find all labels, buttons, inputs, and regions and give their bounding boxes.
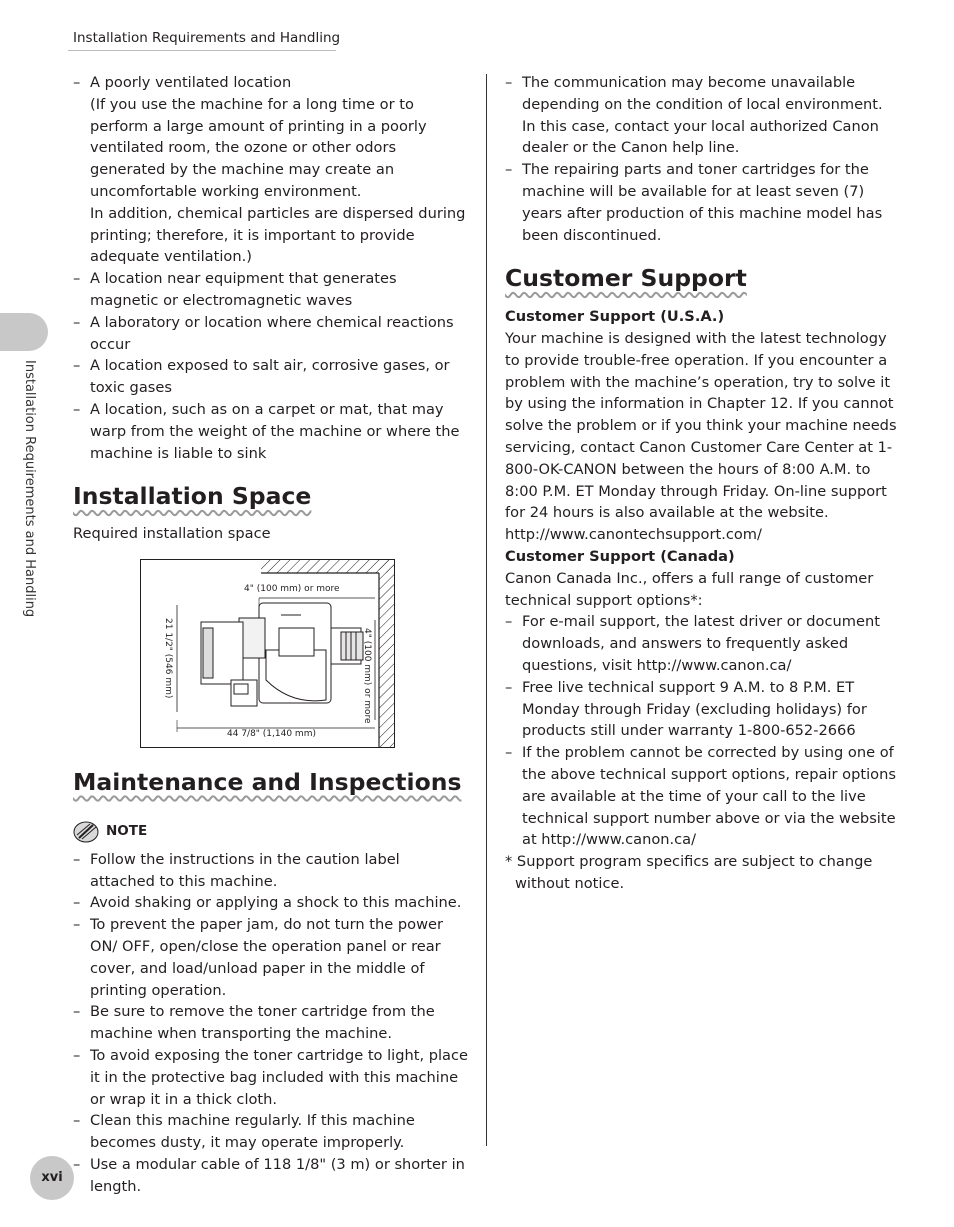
top-list: [505, 72, 900, 246]
list-item: – Avoid shaking or applying a shock to this machine.: [73, 892, 468, 914]
list-item: – For e-mail support, the latest driver or document downloads, and answers to frequently asked questions, visit http://www.canon.ca/: [505, 611, 900, 676]
side-tab: [0, 313, 48, 351]
list-item: – A location, such as on a carpet or mat, that may warp from the weight of the machine or where the machine is liable to sink: [73, 399, 468, 464]
maintenance-list: [73, 849, 468, 1198]
note-pencil-icon: [73, 821, 101, 843]
note-header: [73, 820, 468, 844]
side-tab-label: Installation Requirements and Handling: [22, 360, 37, 618]
list-item: – Free live technical support 9 A.M. to 8 P.M. ET Monday through Friday (excluding holidays) for products still under warranty 1-800-652-2666: [505, 677, 900, 742]
note-label: NOTE: [106, 822, 148, 839]
location-list: [73, 72, 468, 464]
usa-heading: Customer Support (U.S.A.): [505, 308, 725, 326]
list-item: – The repairing parts and toner cartridges for the machine will be available for at least seven (7) years after production of this machine model has been discontinued.: [505, 159, 900, 246]
ventilation-note-2: In addition, chemical particles are dispersed during printing; therefore, it is important to provide adequate ventilation.): [90, 204, 466, 266]
ventilation-note: (If you use the machine for a long time or to perform a large amount of printing in a poorly ventilated room, the ozone or other odors generated by the machine may create an uncomfortable working environment.: [90, 95, 427, 200]
list-item: [73, 72, 468, 268]
installation-space-heading: Installation Space: [73, 482, 312, 511]
list-item: – Clean this machine regularly. If this machine becomes dusty, it may operate improperly.: [73, 1110, 468, 1154]
wall-top-hatch: [261, 560, 394, 573]
installation-diagram: [141, 560, 394, 747]
list-item: – If the problem cannot be corrected by using one of the above technical support options, repair options are available at the time of your call to the live technical support number above or via the website at http://www.canon.ca/: [505, 742, 900, 851]
canada-body: Canon Canada Inc., offers a full range of customer technical support options*:: [505, 569, 874, 609]
list-item: – Follow the instructions in the caution label attached to this machine.: [73, 849, 468, 893]
running-head-rule: [68, 50, 336, 51]
list-item: – To avoid exposing the toner cartridge to light, place it in the protective bag included with this machine or wrap it in a thick cloth.: [73, 1045, 468, 1110]
page-number: xvi: [30, 1156, 74, 1200]
customer-support-heading: Customer Support: [505, 264, 747, 293]
right-column: [505, 72, 900, 895]
list-item: – A location near equipment that generates magnetic or electromagnetic waves: [73, 268, 468, 312]
list-item: – Use a modular cable of 118 1/8" (3 m) or shorter in length.: [73, 1154, 468, 1198]
wall-right-hatch: [379, 560, 394, 747]
canada-list: [505, 611, 900, 851]
list-item: – Be sure to remove the toner cartridge from the machine when transporting the machine.: [73, 1001, 468, 1045]
left-column: [73, 72, 468, 1197]
list-item-text: A poorly ventilated location: [90, 74, 292, 91]
footnote: * Support program specifics are subject to change without notice.: [505, 853, 873, 892]
usa-body: Your machine is designed with the latest technology to provide trouble-free operation. If you encounter a problem with the machine’s operation, try to solve it by using the information in Chapter 12. If you cannot solve the problem or if you think your machine needs servicing, contact Canon Customer Care Center at 1-800-OK-CANON between the hours of 8:00 A.M. to 8:00 P.M. ET Monday through Friday. On-line support for 24 hours is also available at the website.: [505, 329, 897, 522]
list-item: – A laboratory or location where chemical reactions occur: [73, 312, 468, 356]
list-item: – To prevent the paper jam, do not turn the power ON/ OFF, open/close the operation panel or rear cover, and load/unload paper in the middle of printing operation.: [73, 914, 468, 1001]
canada-heading: Customer Support (Canada): [505, 547, 735, 565]
list-item: – A location exposed to salt air, corrosive gases, or toxic gases: [73, 355, 468, 399]
usa-url: http://www.canontechsupport.com/: [505, 526, 762, 544]
running-head: Installation Requirements and Handling: [73, 30, 341, 46]
list-item: – The communication may become unavailable depending on the condition of local environment. In this case, contact your local authorized Canon dealer or the Canon help line.: [505, 72, 900, 159]
dim-right-label: 4" (100 mm) or more: [362, 627, 372, 724]
installation-space-figure: [140, 559, 395, 748]
machine-drawing: [201, 603, 363, 706]
dim-bottom-label: 44 7/8" (1,140 mm): [227, 728, 316, 739]
installation-space-caption: Required installation space: [73, 525, 271, 543]
column-divider: [486, 74, 487, 1146]
maintenance-heading: Maintenance and Inspections: [73, 767, 462, 796]
dim-left-label: 21 1/2" (546 mm): [163, 617, 173, 699]
dim-top-label: 4" (100 mm) or more: [244, 583, 340, 594]
